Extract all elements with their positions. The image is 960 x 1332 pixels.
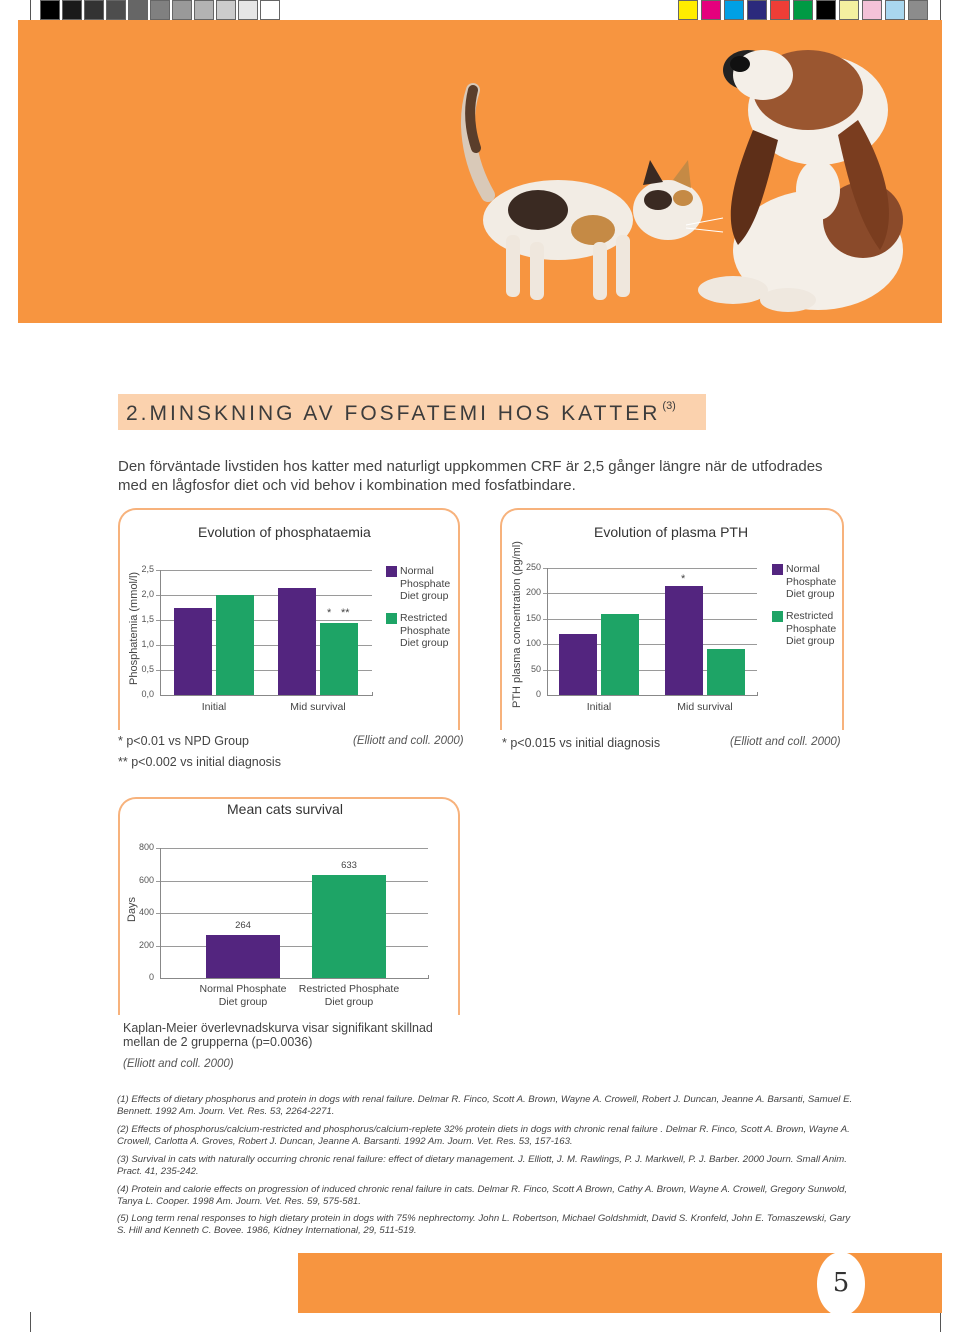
significance-marker: * xyxy=(681,573,686,585)
legend-swatch-normal xyxy=(772,564,783,575)
gridline xyxy=(156,881,428,882)
source-citation: (Elliott and coll. 2000) xyxy=(123,1058,234,1070)
bar-normal-phosphate xyxy=(665,586,703,695)
y-tick-label: 100 xyxy=(525,638,541,649)
gridline xyxy=(543,568,757,569)
y-axis xyxy=(547,568,548,695)
color-swatch xyxy=(128,0,148,20)
gridline xyxy=(156,570,372,571)
color-swatch xyxy=(908,0,928,20)
source-citation: (Elliott and coll. 2000) xyxy=(353,735,464,747)
legend-swatch-restricted xyxy=(386,613,397,624)
y-tick-label: 1,5 xyxy=(141,614,154,624)
x-category-label-line: Diet group xyxy=(218,996,268,1008)
reference-item: (1) Effects of dietary phosphorus and protein in dogs with renal failure. Delmar R. Finco, Scott A. Brown, Wayne A. Crowell, Robert J. Duncan, Jeanne A. Barsanti, Samuel E. Bennett. 1992 Am. Journ. Vet. Res. 53, 2264-2271. xyxy=(117,1094,853,1117)
color-swatch xyxy=(194,0,214,20)
x-category-label: Mid survival xyxy=(677,701,733,713)
source-citation: (Elliott and coll. 2000) xyxy=(730,736,841,748)
color-swatch xyxy=(84,0,104,20)
color-swatch xyxy=(238,0,258,20)
bar-restricted-phosphate xyxy=(216,595,254,695)
gridline xyxy=(156,913,428,914)
y-tick-label: 0,0 xyxy=(141,689,154,699)
x-axis xyxy=(547,695,757,696)
significance-note: ** p<0.002 vs initial diagnosis xyxy=(118,755,281,769)
color-swatch xyxy=(793,0,813,20)
x-category-label-line: Restricted Phosphate xyxy=(298,983,400,995)
page-number: 5 xyxy=(817,1252,865,1316)
color-swatch xyxy=(62,0,82,20)
bar-normal-phosphate xyxy=(559,634,597,695)
y-axis xyxy=(160,848,161,978)
y-tick-label: 600 xyxy=(138,874,154,885)
reference-item: (4) Protein and calorie effects on progression of induced chronic renal failure in cats. Delmar R. Finco, Scott A Brown, Cathy A. Brown, Wayne A. Crowell, Gregory Sunwold, Tanya L. Cooper. 1998 Am. Journ. Vet. Res. 59, 575-581. xyxy=(117,1184,847,1207)
color-swatch xyxy=(678,0,698,20)
x-category-label-line: Normal Phosphate xyxy=(199,983,287,995)
color-swatch xyxy=(747,0,767,20)
x-category-label: Initial xyxy=(201,701,227,713)
crop-mark xyxy=(30,0,31,20)
dog-illustration xyxy=(698,50,903,312)
bar-restricted-phosphate xyxy=(707,649,745,695)
legend-swatch-normal xyxy=(386,566,397,577)
color-swatch xyxy=(885,0,905,20)
y-axis-label: PTH plasma concentration (pg/ml) xyxy=(511,541,523,708)
y-tick-label: 0 xyxy=(148,972,154,982)
chart-title: Mean cats survival xyxy=(227,801,343,817)
color-swatch xyxy=(724,0,744,20)
data-value-label: 264 xyxy=(235,920,251,932)
bar-normal-phosphate xyxy=(206,935,280,978)
color-swatch xyxy=(172,0,192,20)
y-axis xyxy=(160,570,161,695)
chart-title: Evolution of plasma PTH xyxy=(594,524,749,540)
gridline xyxy=(543,619,757,620)
x-axis-end-tick xyxy=(372,692,373,696)
survival-note: Kaplan-Meier överlevnadskurva visar signifikant skillnad xyxy=(123,1021,433,1035)
crop-mark xyxy=(30,1312,31,1332)
color-swatch xyxy=(862,0,882,20)
x-category-label: Mid survival xyxy=(290,701,346,713)
y-tick-label: 400 xyxy=(138,907,154,917)
y-tick-label: 200 xyxy=(138,939,154,950)
gridline xyxy=(543,593,757,594)
crop-mark xyxy=(940,1312,941,1332)
x-axis-end-tick xyxy=(757,692,758,696)
color-swatch xyxy=(40,0,60,20)
bar-normal-phosphate xyxy=(174,608,212,696)
significance-marker: ** xyxy=(341,607,350,619)
cat-and-dog-illustration xyxy=(18,20,942,323)
color-swatch xyxy=(150,0,170,20)
color-swatch xyxy=(106,0,126,20)
y-tick-label: 2,0 xyxy=(141,589,154,599)
y-tick-label: 50 xyxy=(530,663,541,674)
reference-item: (3) Survival in cats with naturally occurring chronic renal failure: effect of dietary management. J. Elliott, J. M. Rawlings, P. J. Markwell, P. J. Barber. 2000 Journ. Small Anim. Pract. 41, 235-242. xyxy=(117,1154,847,1177)
x-category-label xyxy=(183,983,303,1009)
y-axis-label: Phosphatemia (mmol/l) xyxy=(128,571,140,685)
section-title xyxy=(118,394,706,430)
x-category-label-line: Diet group xyxy=(324,996,374,1008)
color-swatch xyxy=(770,0,790,20)
bar-restricted-phosphate xyxy=(320,623,358,696)
bar-restricted-phosphate xyxy=(312,875,386,978)
y-tick-label: 150 xyxy=(525,612,541,623)
intro-line-2: med en lågfosfor diet och vid behov i kombination med fosfatbindare. xyxy=(118,477,576,494)
y-tick-label: 800 xyxy=(138,842,154,852)
survival-note: mellan de 2 grupperna (p=0.0036) xyxy=(123,1035,313,1049)
chart-title: Evolution of phosphataemia xyxy=(198,524,371,540)
legend-label-restricted: Restricted Phosphate Diet group xyxy=(400,612,451,649)
x-axis xyxy=(160,695,372,696)
y-tick-label: 1,0 xyxy=(141,639,154,649)
y-tick-label: 2,5 xyxy=(141,564,154,574)
reference-item: (5) Long term renal responses to high dietary protein in dogs with 75% nephrectomy. John L. Robertson, Michael Goldshmidt, David S. Kronfeld, John E. Tomaszewski, Gary S. Hill and Kenneth C. Bovee. 1986, Kidney International, 29, 511-519. xyxy=(117,1213,851,1236)
color-swatch xyxy=(216,0,236,20)
reference-item: (2) Effects of phosphorus/calcium-restricted and phosphorus/calcium-replete 32% protein diets in dogs with chronic renal failure . Delmar R. Finco, Scott A. Brown, Wayne A. Crowell, Carlotta A. Groves, Robert J. Duncan, Jeanne A. Barsanti. 1992 Am. Journ. Vet. Res. 53, 157-163. xyxy=(117,1124,850,1147)
crop-mark xyxy=(940,0,941,20)
section-reference: (3) xyxy=(662,400,676,412)
legend-swatch-restricted xyxy=(772,611,783,622)
gridline xyxy=(156,595,372,596)
cat-illustration xyxy=(468,90,723,300)
intro-line-1: Den förväntade livstiden hos katter med naturligt uppkommen CRF är 2,5 gånger längre när de utfodrades xyxy=(118,458,823,475)
data-value-label: 633 xyxy=(341,860,357,872)
legend-label-restricted: Restricted Phosphate Diet group xyxy=(786,610,837,647)
y-tick-label: 0 xyxy=(535,689,541,699)
significance-marker: * xyxy=(327,607,332,619)
significance-note: * p<0.015 vs initial diagnosis xyxy=(502,736,661,750)
color-swatch xyxy=(260,0,280,20)
y-tick-label: 250 xyxy=(525,562,541,572)
x-category-label xyxy=(289,983,409,1009)
gridline xyxy=(156,946,428,947)
color-swatch xyxy=(701,0,721,20)
x-axis xyxy=(160,978,428,979)
color-swatch xyxy=(839,0,859,20)
x-category-label: Initial xyxy=(586,701,612,713)
gridline xyxy=(156,848,428,849)
header-banner xyxy=(18,20,942,323)
x-axis-end-tick xyxy=(428,975,429,979)
bar-normal-phosphate xyxy=(278,588,316,696)
y-tick-label: 0,5 xyxy=(141,664,154,674)
significance-note: * p<0.01 vs NPD Group xyxy=(118,734,249,748)
y-tick-label: 200 xyxy=(525,587,541,598)
y-axis-label: Days xyxy=(126,896,138,922)
legend-label-normal: Normal Phosphate Diet group xyxy=(400,565,451,602)
color-swatch xyxy=(816,0,836,20)
legend-label-normal: Normal Phosphate Diet group xyxy=(786,563,837,600)
bar-restricted-phosphate xyxy=(601,614,639,695)
section-title-text: 2.MINSKNING AV FOSFATEMI HOS KATTER xyxy=(126,402,661,425)
